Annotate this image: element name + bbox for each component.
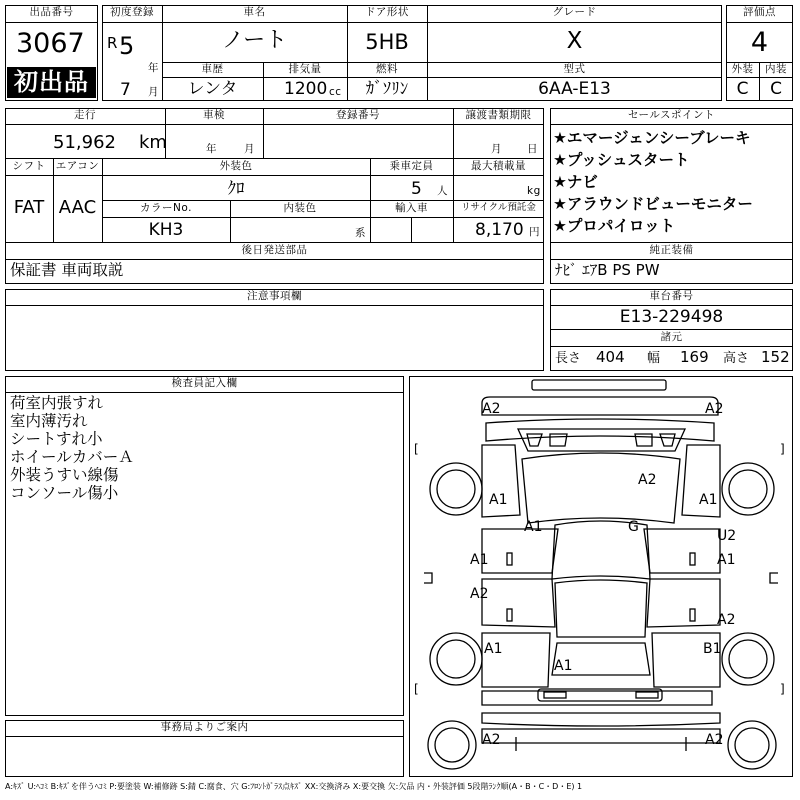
damage-mark: A2	[482, 401, 501, 417]
grade: X	[566, 28, 583, 54]
chassis-label: 車台番号	[649, 290, 694, 302]
recycle-deposit: 8,170	[475, 220, 524, 240]
ext-label: 外装	[731, 63, 754, 75]
width: 169	[680, 348, 709, 366]
notes-label: 注意事項欄	[247, 290, 302, 302]
displacement: 1200	[284, 79, 328, 99]
first-reg-label: 初度登録	[110, 6, 154, 18]
ac-label: エアコン	[55, 160, 100, 172]
legend: A:ｷｽﾞ U:ﾍｺﾐ B:ｷｽﾞを伴うﾍｺﾐ P:要塗装 W:補修跡 S:錆 C:腐食、穴 G:ﾌﾛﾝﾄｶﾞﾗｽ点ｷｽﾞ XX:交換済み X:要交換 欠:欠品 内・外装評価 5段階ﾗﾝｸ順(A・B・C・D・E) 1	[5, 782, 583, 791]
fuel: ｶﾞｿﾘﾝ	[365, 79, 409, 99]
ac: AAC	[58, 197, 97, 218]
inspector-note: 荷室内張すれ	[10, 394, 104, 412]
transfer-month-unit: 月	[491, 143, 502, 155]
car-name: ノート	[221, 28, 288, 53]
length: 404	[596, 348, 625, 366]
max-load-label: 最大積載量	[471, 160, 526, 172]
int-label: 内装	[765, 63, 787, 75]
ext-color-label: 外装色	[219, 160, 253, 172]
inspector-note: シートすれ小	[10, 430, 103, 448]
transfer-deadline-label: 譲渡書類期限	[465, 109, 532, 121]
import-label: 輸入車	[395, 202, 428, 214]
damage-mark: A1	[489, 492, 508, 508]
score-label: 評価点	[743, 6, 776, 18]
sales-point-item: ★ナビ	[553, 173, 598, 191]
month-unit: 月	[148, 86, 159, 98]
lot-number: 3067	[16, 28, 85, 59]
score: 4	[750, 27, 769, 58]
first-listing-badge: 初出品	[7, 67, 96, 98]
height: 152	[761, 348, 790, 366]
door-shape: 5HB	[365, 30, 409, 54]
width-label: 幅	[647, 351, 661, 366]
int-color-unit: 系	[355, 227, 366, 239]
model-code: 6AA-E13	[538, 79, 611, 99]
capacity-label: 乗車定員	[389, 160, 434, 172]
damage-mark: A1	[554, 658, 573, 674]
mileage-unit: km	[139, 132, 167, 153]
sales-points-label: セールスポイント	[627, 109, 716, 121]
damage-mark: A1	[717, 552, 736, 568]
damage-mark: A1	[470, 552, 489, 568]
reg-number-label: 登録番号	[336, 109, 380, 121]
lot-number-label: 出品番号	[29, 6, 74, 18]
bracket-mark: ]	[780, 682, 785, 696]
car-outline	[410, 377, 792, 776]
int-color-label: 内装色	[283, 202, 317, 214]
sales-point-item: ★プッシュスタート	[553, 151, 690, 169]
color-no: KH3	[148, 220, 184, 240]
sales-point-item: ★プロパイロット	[553, 217, 676, 235]
inspector-note: 外装うすい線傷	[10, 466, 119, 484]
damage-mark: A2	[705, 732, 724, 748]
damage-mark: A1	[524, 519, 543, 535]
equipment-label: 純正装備	[649, 244, 694, 256]
sales-point-item: ★アラウンドビューモニター	[553, 195, 753, 213]
transfer-day-unit: 日	[527, 143, 538, 155]
car-diagram	[409, 376, 793, 777]
mileage-label: 走行	[74, 109, 96, 121]
equipment: ﾅﾋﾞ ｴｱB PS PW	[555, 261, 660, 279]
displacement-label: 排気量	[288, 63, 322, 75]
length-label: 長さ	[555, 351, 582, 366]
car-name-label: 車名	[243, 6, 266, 18]
first-reg-month: 7	[120, 80, 131, 100]
door-label: ドア形状	[365, 6, 409, 18]
first-reg-year: 5	[119, 32, 135, 60]
office-label: 事務局よりご案内	[160, 721, 249, 733]
shift-label: シフト	[12, 160, 46, 172]
height-label: 高さ	[723, 351, 750, 366]
damage-mark: A1	[699, 492, 718, 508]
model-label: 型式	[563, 63, 586, 75]
fuel-label: 燃料	[376, 63, 398, 75]
grade-label: グレード	[552, 6, 597, 18]
recycle-label: リサイクル預託金	[461, 202, 536, 213]
inspection-label: 車検	[203, 109, 225, 121]
capacity: 5	[411, 179, 422, 199]
damage-mark: G	[628, 519, 639, 535]
shift: FAT	[13, 197, 45, 218]
inspector-note: コンソール傷小	[10, 484, 119, 502]
damage-mark: A2	[638, 472, 657, 488]
inspection-month-unit: 月	[244, 143, 255, 155]
later-parts: 保証書 車両取説	[10, 261, 124, 279]
year-unit: 年	[148, 62, 159, 74]
damage-mark: A2	[470, 586, 489, 602]
era: R	[107, 34, 118, 52]
displacement-unit: cc	[329, 86, 342, 98]
ext-color: ｸﾛ	[227, 179, 245, 199]
later-parts-label: 後日発送部品	[241, 244, 308, 256]
chassis-number: E13-229498	[619, 307, 724, 327]
damage-mark: U2	[717, 528, 737, 544]
bracket-mark: ]	[780, 442, 785, 456]
damage-mark: B1	[703, 641, 722, 657]
inspection-year-unit: 年	[206, 143, 217, 155]
sales-point-item: ★エマージェンシーブレーキ	[553, 129, 751, 147]
int-grade: C	[770, 79, 782, 99]
bracket-mark: [	[414, 442, 419, 456]
max-load-unit: kg	[527, 185, 541, 197]
inspector-label: 検査員記入欄	[171, 377, 238, 389]
history-label: 車歴	[201, 63, 224, 75]
color-no-label: カラーNo.	[140, 202, 192, 214]
inspector-note: 室内薄汚れ	[10, 412, 88, 430]
damage-mark: A2	[482, 732, 501, 748]
damage-mark: A1	[484, 641, 503, 657]
damage-mark: A2	[705, 401, 724, 417]
mileage: 51,962	[53, 132, 116, 153]
history: レンタ	[187, 79, 238, 99]
bracket-mark: [	[414, 682, 419, 696]
dims-label: 諸元	[660, 331, 683, 343]
recycle-unit: 円	[529, 226, 540, 238]
ext-grade: C	[736, 79, 749, 99]
inspector-note: ホイールカバーＡ	[10, 448, 134, 466]
damage-mark: A2	[717, 612, 736, 628]
capacity-unit: 人	[437, 185, 448, 197]
